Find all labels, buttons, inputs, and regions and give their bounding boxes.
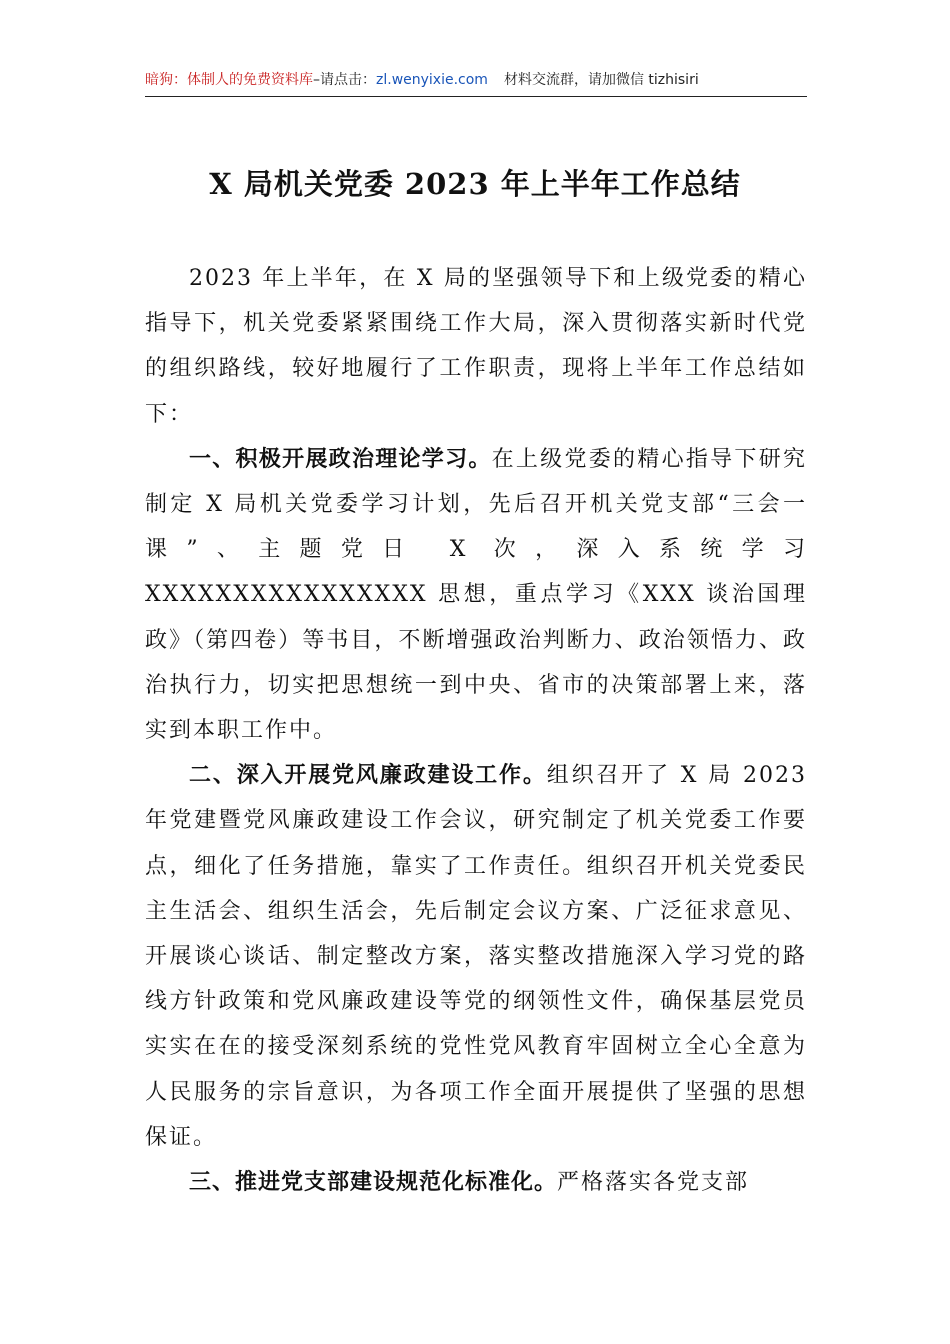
section-paragraph-3 (145, 1160, 807, 1205)
section-heading-3: 三、推进党支部建设规范化标准化。 (189, 1170, 558, 1196)
section-heading-2: 二、深入开展党风廉政建设工作。 (189, 763, 547, 789)
header-click-prompt: –请点击： (313, 72, 376, 88)
header-contact: 材料交流群，请加微信 tizhisiri (503, 72, 699, 88)
header-url-link[interactable]: zl.wenyixie.com (376, 72, 488, 88)
section-heading-1: 一、积极开展政治理论学习。 (189, 446, 492, 472)
intro-paragraph: 2023 年上半年，在 X 局的坚强领导下和上级党委的精心指导下，机关党委紧紧围绕工作大局，深入贯彻落实新时代党的组织路线，较好地履行了工作职责，现将上半年工作总结如下： (145, 266, 807, 427)
section-paragraph-2 (145, 753, 807, 1160)
document-body (145, 256, 807, 1205)
document-title: X 局机关党委 2023 年上半年工作总结 (209, 167, 741, 201)
section-text-2: 组织召开了 X 局 2023 年党建暨党风廉政建设工作会议，研究制定了机关党委工作要点，细化了任务措施，靠实了工作责任。组织召开机关党委民主生活会、组织生活会，先后制定会议方案、广泛征求意见、开展谈心谈话、制定整改方案，落实整改措施深入学习党的路线方针政策和党风廉政建设等党的纲领性文件，确保基层党员实实在在的接受深刻系统的党性党风教育牢固树立全心全意为人民服务的宗旨意识，为各项工作全面开展提供了坚强的思想保证。 (145, 763, 807, 1150)
watermark-header (145, 66, 807, 97)
section-paragraph-1 (145, 437, 807, 753)
section-text-1: 在上级党委的精心指导下研究制定 X 局机关党委学习计划，先后召开机关党支部“三会一课”、主题党日 X 次，深入系统学习 XXXXXXXXXXXXXXXX 思想，重点学习《XXX 谈治国理政》（第四卷）等书目，不断增强政治判断力、政治领悟力、政治执行力，切实把思想统一到中央、省市的决策部署上来，落实到本职工作中。 (145, 446, 807, 744)
header-site-name: 暗狗：体制人的免费资料库 (145, 72, 313, 88)
section-text-3: 严格落实各党支部 (557, 1170, 750, 1196)
